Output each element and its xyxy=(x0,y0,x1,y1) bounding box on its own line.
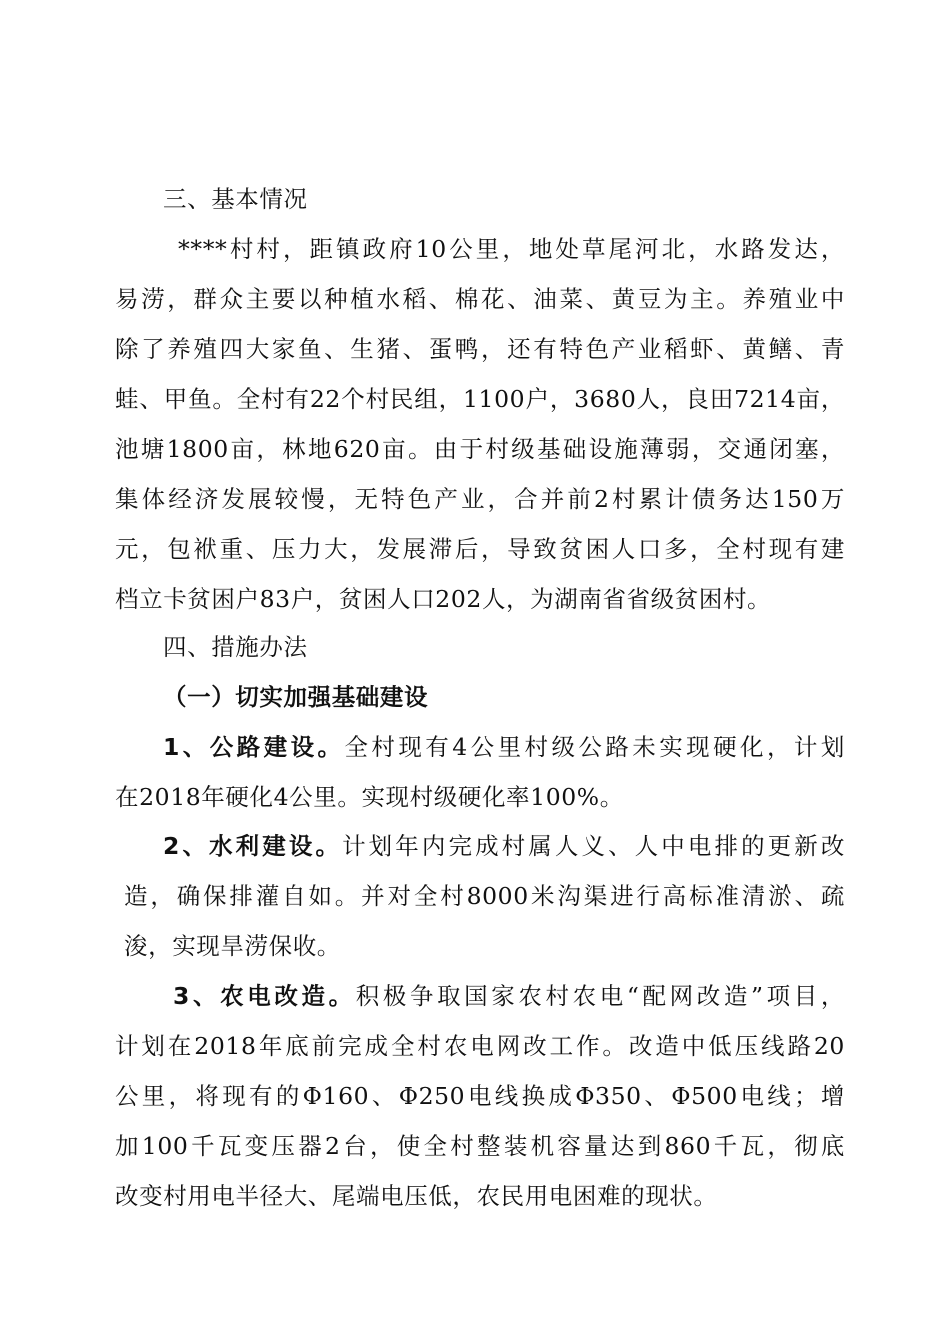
subsection-heading: （一）切实加强基础建设 xyxy=(163,683,429,711)
paragraph-line: 除了养殖四大家鱼、生猪、蛋鸭，还有特色产业稻虾、黄鳝、青 xyxy=(115,335,845,363)
paragraph-line: 计划在2018年底前完成全村农电网改工作。改造中低压线路20 xyxy=(115,1032,845,1060)
paragraph-line: ****村村，距镇政府10公里，地处草尾河北，水路发达， xyxy=(178,235,845,263)
item-title: 1、公路建设。 xyxy=(163,733,345,761)
item-water-line-1: 2、水利建设。计划年内完成村属人义、人中电排的更新改 xyxy=(163,832,845,860)
paragraph-line: 公里，将现有的Φ160、Φ250电线换成Φ350、Φ500电线；增 xyxy=(115,1082,845,1110)
item-water-line-2: 造，确保排灌自如。并对全村8000米沟渠进行高标准清淤、疏 xyxy=(124,882,845,910)
paragraph-line: 加100千瓦变压器2台，使全村整装机容量达到860千瓦，彻底 xyxy=(115,1132,845,1160)
item-water-line-3: 浚，实现旱涝保收。 xyxy=(124,932,341,960)
paragraph-line: 易涝，群众主要以种植水稻、棉花、油菜、黄豆为主。养殖业中 xyxy=(115,285,845,313)
section-heading-basic-info: 三、基本情况 xyxy=(163,185,308,213)
paragraph-line: 改变村用电半径大、尾端电压低，农民用电困难的现状。 xyxy=(115,1182,718,1210)
paragraph-line: 蛙、甲鱼。全村有22个村民组，1100户，3680人，良田7214亩， xyxy=(115,385,845,413)
paragraph-line: 集体经济发展较慢，无特色产业，合并前2村累计债务达150万 xyxy=(115,485,845,513)
paragraph-line: 元，包袱重、压力大，发展滞后，导致贫困人口多，全村现有建 xyxy=(115,535,845,563)
paragraph-line: 档立卡贫困户83户，贫困人口202人，为湖南省省级贫困村。 xyxy=(115,585,772,613)
item-title: 2、水利建设。 xyxy=(163,832,343,860)
item-power-line-1: 3、农电改造。积极争取国家农村农电“配网改造”项目， xyxy=(173,982,845,1010)
item-title: 3、农电改造。 xyxy=(173,982,356,1010)
item-road-line-2: 在2018年硬化4公里。实现村级硬化率100%。 xyxy=(115,783,624,811)
paragraph-line: 池塘1800亩，林地620亩。由于村级基础设施薄弱，交通闭塞， xyxy=(115,435,845,463)
section-heading-measures: 四、措施办法 xyxy=(163,633,308,661)
item-road-line-1: 1、公路建设。全村现有4公里村级公路未实现硬化，计划 xyxy=(163,733,845,761)
